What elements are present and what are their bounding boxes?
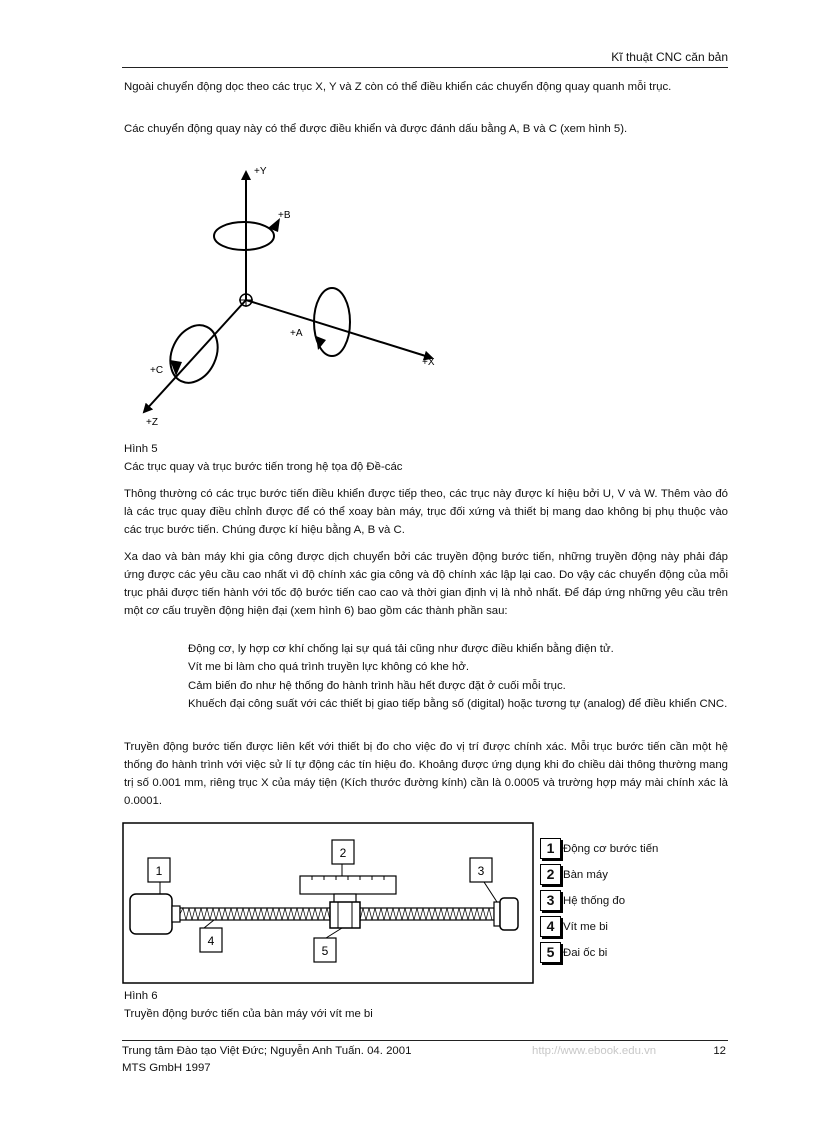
legend-text: Vít me bi: [563, 921, 608, 933]
list-item: Cảm biến đo như hệ thống đo hành trình hầu hết được đặt ở cuối mỗi trục.: [188, 680, 566, 692]
page-footer: [122, 1040, 728, 1077]
label-plus-x: +X: [422, 357, 435, 368]
callout-box: [332, 840, 354, 864]
paragraph-3: Thông thường có các trục bước tiến điều khiển được tiếp theo, các trục này được kí hiệu bởi U, V và W. Thêm vào đó là các trục quay điều chỉnh được để có thể xoay bàn máy, trục đối xứng và thiết bị mang dao không bị phụ thuộc vào các trục bước tiến. Chúng được kí hiệu bằng A, B và C.: [124, 488, 728, 536]
label-plus-z: +Z: [146, 417, 158, 428]
label-plus-y: +Y: [254, 166, 267, 177]
ball-nut-shape: [330, 902, 360, 928]
legend-text: Đai ốc bi: [563, 947, 608, 959]
callout-box: [148, 858, 170, 882]
legend-number: 3: [540, 890, 561, 911]
figure-5-label: Hình 5: [124, 443, 158, 455]
motor-shape: [130, 894, 172, 934]
figure-5-axes-diagram: [120, 160, 460, 430]
legend-number: 4: [540, 916, 561, 937]
legend-item: [540, 890, 720, 916]
list-item: Khuếch đại công suất với các thiết bị giao tiếp bằng số (digital) hoặc tương tự (analog) để điều khiển CNC.: [188, 698, 728, 710]
callout-box: [470, 858, 492, 882]
legend-text: Bàn máy: [563, 869, 608, 881]
label-plus-a: +A: [290, 328, 303, 339]
figure-5-caption: Các trục quay và trục bước tiến trong hệ tọa độ Đề-các: [124, 461, 403, 473]
page-header: [122, 50, 728, 68]
paragraph-1: Ngoài chuyển động dọc theo các trục X, Y và Z còn có thể điều khiển các chuyển động quay quanh mỗi trục.: [124, 81, 672, 93]
legend-item: [540, 942, 720, 968]
legend-number: 5: [540, 942, 561, 963]
svg-text:5: 5: [321, 944, 329, 958]
svg-text:2: 2: [339, 846, 347, 860]
x-axis-line: [246, 300, 432, 358]
callout-box: [314, 938, 336, 962]
footer-watermark: http://www.ebook.edu.vn: [532, 1045, 657, 1057]
z-axis-line: [144, 300, 246, 412]
paragraph-2: Các chuyển động quay này có thể được điều khiển và được đánh dấu bằng A, B và C (xem hình 5).: [124, 123, 628, 135]
legend-text: Hệ thống đo: [563, 895, 626, 907]
paragraph-4: Xa dao và bàn máy khi gia công được dịch chuyển bởi các truyền động bước tiến, những truyền động này phải đáp ứng được các yêu cầu cao nhất vì độ chính xác gia công và độ chính xác lập lại cao. Do vậy các chuyển động của mỗi trục phải được tiến hành với tốc độ bước tiến cao cao và thời gian định vị là nhỏ nhất. Để đáp ứng những yêu cầu trên một cơ cấu truyền động hiện đại (xem hình 6) bao gồm các thành phần sau:: [124, 551, 728, 617]
paragraph-5: Truyền động bước tiến được liên kết với thiết bị đo cho việc đo vị trí được chính xác. Mỗi trục bước tiến cần một hệ thống đo hành trình với việc sử lí tự động các tín hiệu đo. Khoảng được ứng dụng khi đo chiều dài thông thường mang trị số 0.001 mm, riêng trục X của máy tiện (Kích thước đường kính) cần là 0.0005 và trường hợp máy mài chính xác là 0.0001.: [124, 741, 728, 807]
legend-item: [540, 916, 720, 942]
figure-6-label: Hình 6: [124, 990, 158, 1002]
svg-text:4: 4: [207, 934, 215, 948]
callout-box: [200, 928, 222, 952]
footer-line-2: MTS GmbH 1997: [122, 1062, 211, 1074]
header-title: Kĩ thuật CNC căn bản: [611, 50, 728, 64]
legend-item: [540, 864, 720, 890]
legend-item: [540, 838, 720, 864]
figure-6-legend: [540, 838, 720, 968]
svg-text:3: 3: [477, 864, 485, 878]
figure-6-caption: Truyền động bước tiến của bàn máy với vít me bi: [124, 1008, 373, 1020]
c-rotation-arrow: [161, 318, 226, 391]
legend-number: 2: [540, 864, 561, 885]
label-plus-b: +B: [278, 210, 291, 221]
footer-line-1: Trung tâm Đào tạo Việt Đức; Nguyễn Anh Tuấn. 04. 2001: [122, 1045, 412, 1057]
page-number: 12: [713, 1045, 726, 1057]
list-item: Động cơ, ly hợp cơ khí chống lại sự quá tải cũng như được điều khiển bằng điện tử.: [188, 643, 614, 655]
label-plus-c: +C: [150, 365, 164, 376]
legend-text: Động cơ bước tiến: [563, 843, 659, 855]
legend-number: 1: [540, 838, 561, 859]
list-item: Vít me bi làm cho quá trình truyền lực không có khe hở.: [188, 661, 470, 673]
measuring-system-shape: [494, 898, 518, 930]
svg-text:1: 1: [155, 864, 163, 878]
figure-6-ballscrew-diagram: [122, 822, 534, 984]
